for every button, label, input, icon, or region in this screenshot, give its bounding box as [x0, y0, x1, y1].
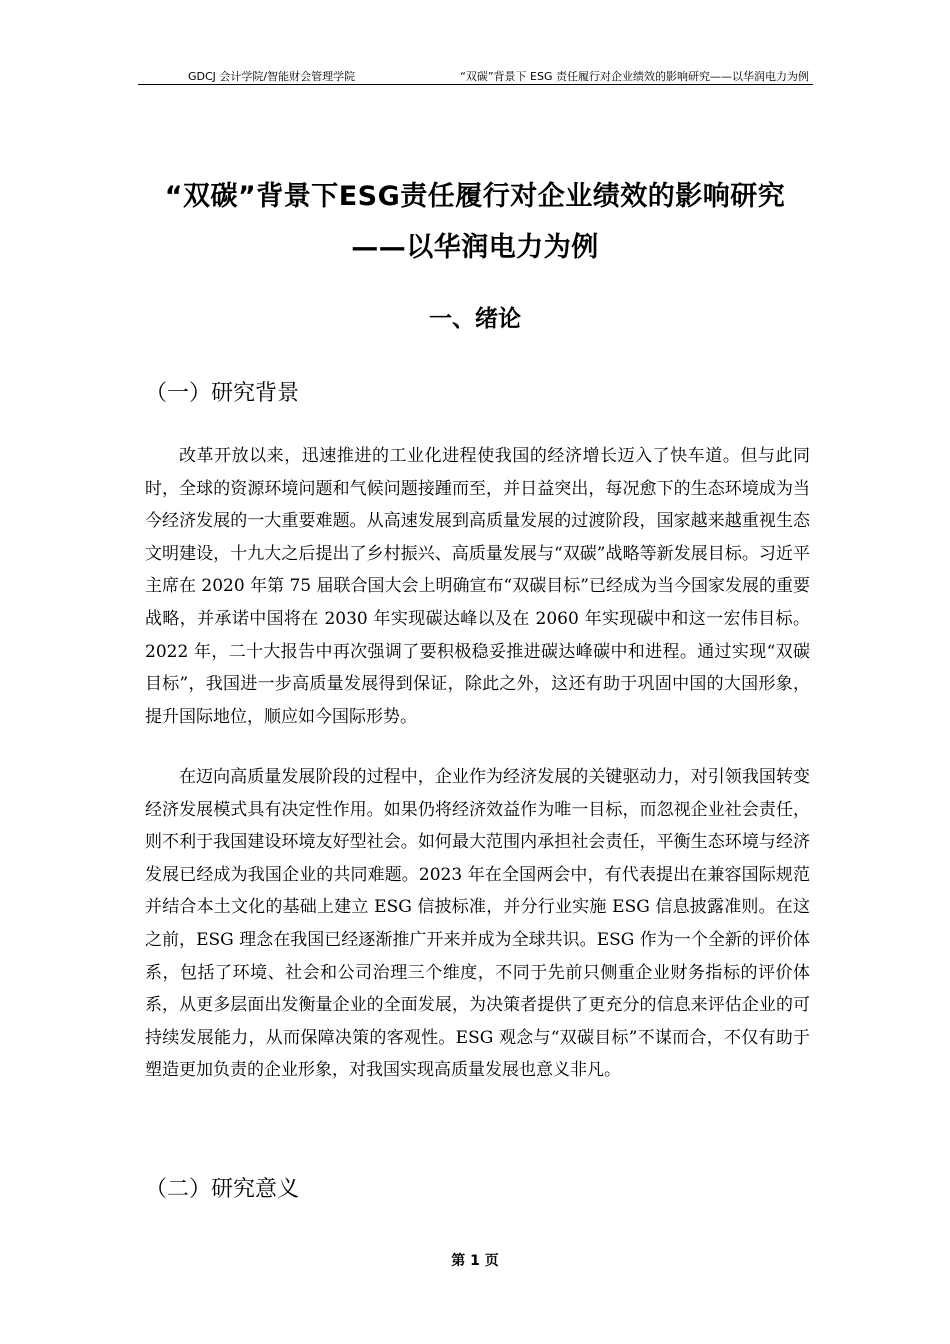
paragraph: 在迈向高质量发展阶段的过程中，企业作为经济发展的关键驱动力，对引领我国转变经济发展模式具有决定性作用。如果仍将经济效益作为唯一目标，而忽视企业社会责任，则不利于我国建设环境友好型社会。如何最大范围内承担社会责任，平衡生态环境与经济发展已经成为我国企业的共同难题。2023 年在全国两会中，有代表提出在兼容国际规范并结合本土文化的基础上建立 ESG 信披标准，并分行业实施 ESG 信息披露准则。在这之前，ESG 理念在我国已经逐渐推广开来并成为全球共识。ESG 作为一个全新的评价体系，包括了环境、社会和公司治理三个维度，不同于先前只侧重企业财务指标的评价体系，从更多层面出发衡量企业的全面发展，为决策者提供了更充分的信息来评估企业的可持续发展能力，从而保障决策的客观性。ESG 观念与“双碳目标”不谋而合，不仅有助于塑造更加负责的企业形象，对我国实现高质量发展也意义非凡。: [145, 767, 810, 1081]
header-right-text: “双碳”背景下 ESG 责任履行对企业绩效的影响研究——以华润电力为例: [460, 70, 809, 83]
chapter-heading: 一、绪论: [429, 306, 521, 332]
document-subtitle: ——以华润电力为例: [351, 232, 599, 263]
section-heading-background: （一）研究背景: [145, 381, 300, 406]
page-number: 第 1 页: [451, 1253, 499, 1269]
paragraph: 改革开放以来，迅速推进的工业化进程使我国的经济增长迈入了快车道。但与此同时，全球的资源环境问题和气候问题接踵而至，并日益突出，每况愈下的生态环境成为当今经济发展的一大重要难题。从高速发展到高质量发展的过渡阶段，国家越来越重视生态文明建设，十九大之后提出了乡村振兴、高质量发展与“双碳”战略等新发展目标。习近平主席在 2020 年第 75 届联合国大会上明确宣布“双碳目标”已经成为当今国家发展的重要战略，并承诺中国将在 2030 年实现碳达峰以及在 2060 年实现碳中和这一宏伟目标。2022 年，二十大报告中再次强调了要积极稳妥推进碳达峰碳中和进程。通过实现“双碳目标”，我国进一步高质量发展得到保证，除此之外，这还有助于巩固中国的大国形象，提升国际地位，顺应如今国际形势。: [145, 446, 810, 727]
header-left-text: GDCJ 会计学院/智能财会管理学院: [188, 70, 356, 83]
section-heading-significance: （二）研究意义: [145, 1177, 300, 1202]
document-title: “双碳”背景下ESG责任履行对企业绩效的影响研究: [164, 181, 786, 212]
running-header: [138, 66, 813, 85]
